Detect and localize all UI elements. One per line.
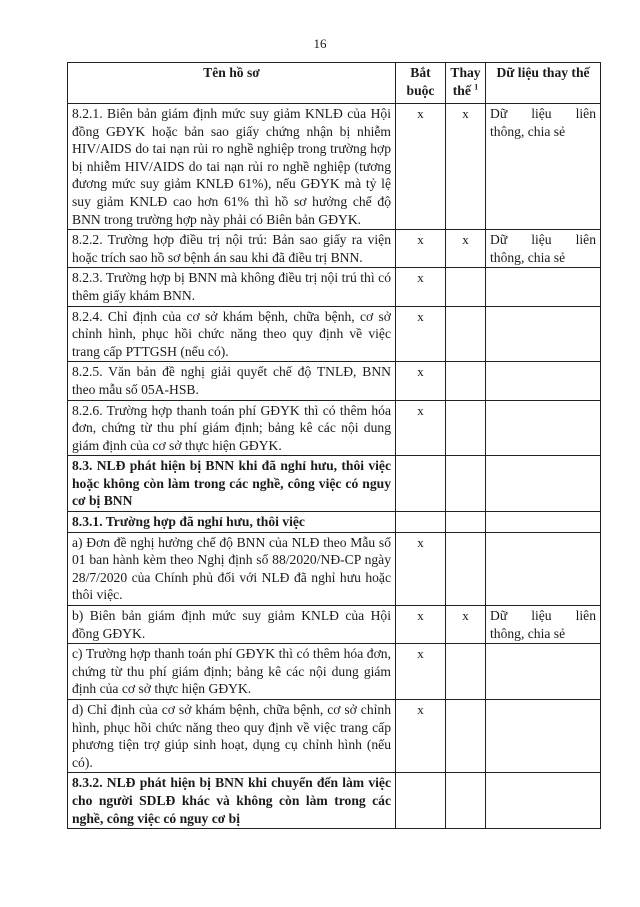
table-row bbox=[68, 306, 601, 362]
row-replace bbox=[446, 362, 486, 400]
row-alt bbox=[486, 606, 601, 644]
row-alt bbox=[486, 700, 601, 773]
row-replace bbox=[446, 268, 486, 306]
row-required: x bbox=[396, 700, 446, 773]
table-row bbox=[68, 644, 601, 700]
row-alt-line1: Dữ liệu liên bbox=[490, 106, 596, 121]
row-required: x bbox=[396, 606, 446, 644]
table-row bbox=[68, 268, 601, 306]
row-required: x bbox=[396, 532, 446, 605]
header-replace-footnote: 1 bbox=[474, 82, 479, 92]
row-text: d) Chỉ định của cơ sở khám bệnh, chữa bệnh, cơ sở chỉnh hình, phục hồi chức năng theo quy định về việc trang cấp phương tiện trợ giúp sinh hoạt, dụng cụ chỉnh hình (nếu có). bbox=[68, 700, 396, 773]
document-table bbox=[67, 62, 601, 829]
table-row bbox=[68, 606, 601, 644]
row-alt-line2: thông, chia sẻ bbox=[490, 249, 566, 265]
row-text: a) Đơn đề nghị hưởng chế độ BNN của NLĐ theo Mẫu số 01 ban hành kèm theo Nghị định số 88/2020/NĐ-CP ngày 28/7/2020 của Chính phủ đối với NLĐ đã nghỉ hưu hoặc thôi việc. bbox=[68, 532, 396, 605]
row-text: b) Biên bản giám định mức suy giảm KNLĐ của Hội đồng GĐYK. bbox=[68, 606, 396, 644]
section-heading-8-3: 8.3. NLĐ phát hiện bị BNN khi đã nghỉ hưu, thôi việc hoặc không còn làm trong các nghề, công việc có nguy cơ bị BNN bbox=[68, 456, 396, 512]
table-header-row bbox=[68, 63, 601, 104]
row-alt bbox=[486, 532, 601, 605]
row-text: 8.2.6. Trường hợp thanh toán phí GĐYK thì có thêm hóa đơn, chứng từ thu phí giám định; bảng kê các nội dung giám định của cơ sở thực hiện GĐYK. bbox=[68, 400, 396, 456]
row-alt-line1: Dữ liệu liên bbox=[490, 232, 596, 248]
row-replace bbox=[446, 644, 486, 700]
row-text: 8.2.4. Chỉ định của cơ sở khám bệnh, chữa bệnh, cơ sở chỉnh hình, phục hồi chức năng theo quy định về việc trang cấp PTTGSH (nếu có). bbox=[68, 306, 396, 362]
row-text: 8.2.3. Trường hợp bị BNN mà không điều trị nội trú thì có thêm giấy khám BNN. bbox=[68, 268, 396, 306]
row-required: x bbox=[396, 362, 446, 400]
row-required: x bbox=[396, 644, 446, 700]
row-required: x bbox=[396, 400, 446, 456]
section-row bbox=[68, 456, 601, 512]
row-alt-line1: Dữ liệu liên bbox=[490, 608, 596, 624]
row-alt bbox=[486, 306, 601, 362]
row-alt bbox=[486, 644, 601, 700]
header-name: Tên hồ sơ bbox=[68, 63, 396, 104]
section-row bbox=[68, 773, 601, 829]
row-alt-line2: thông, chia sẻ bbox=[490, 625, 566, 641]
row-replace: x bbox=[446, 230, 486, 268]
row-replace bbox=[446, 700, 486, 773]
row-replace bbox=[446, 532, 486, 605]
row-text: c) Trường hợp thanh toán phí GĐYK thì có thêm hóa đơn, chứng từ thu phí giám định; bảng kê các nội dung giám định của cơ sở thực hiện GĐYK. bbox=[68, 644, 396, 700]
section-row bbox=[68, 512, 601, 533]
row-alt bbox=[486, 268, 601, 306]
table-row bbox=[68, 230, 601, 268]
row-replace bbox=[446, 306, 486, 362]
row-alt bbox=[486, 400, 601, 456]
header-replace bbox=[446, 63, 486, 104]
table-row bbox=[68, 362, 601, 400]
header-replace-line1: Thay bbox=[450, 65, 481, 80]
row-required: x bbox=[396, 268, 446, 306]
header-alt-data: Dữ liệu thay thế bbox=[486, 63, 601, 104]
header-required bbox=[396, 63, 446, 104]
table-row bbox=[68, 104, 601, 230]
row-alt-line2: thông, chia sẻ bbox=[490, 123, 566, 139]
row-text: 8.2.1. Biên bản giám định mức suy giảm KNLĐ của Hội đồng GĐYK hoặc bản sao giấy chứng nhận bị nhiễm HIV/AIDS do tai nạn rủi ro nghề nghiệp trong trường hợp bị nhiễm HIV/AIDS do tai nạn rủi ro nghề nghiệp (tương đương mức suy giảm KNLĐ 61%), nếu GĐYK mà tỷ lệ suy giảm KNLĐ cao hơn 61% thì hồ sơ hưởng chế độ BNN trong trường hợp này phải có Biên bản GĐYK. bbox=[68, 104, 396, 230]
row-alt bbox=[486, 362, 601, 400]
row-replace: x bbox=[446, 104, 486, 230]
table-row bbox=[68, 700, 601, 773]
table-row bbox=[68, 400, 601, 456]
header-required-line2: buộc bbox=[406, 82, 435, 98]
row-text: 8.2.2. Trường hợp điều trị nội trú: Bản sao giấy ra viện hoặc trích sao hồ sơ bệnh án sau khi đã điều trị BNN. bbox=[68, 230, 396, 268]
row-replace bbox=[446, 400, 486, 456]
row-replace: x bbox=[446, 606, 486, 644]
header-required-line1: Bắt bbox=[410, 65, 431, 80]
row-required: x bbox=[396, 306, 446, 362]
row-alt bbox=[486, 104, 601, 230]
section-heading-8-3-2: 8.3.2. NLĐ phát hiện bị BNN khi chuyển đến làm việc cho người SDLĐ khác và không còn làm trong các nghề, công việc có nguy cơ bị bbox=[68, 773, 396, 829]
row-required: x bbox=[396, 104, 446, 230]
section-heading-8-3-1: 8.3.1. Trường hợp đã nghỉ hưu, thôi việc bbox=[68, 512, 396, 533]
table-row bbox=[68, 532, 601, 605]
row-required: x bbox=[396, 230, 446, 268]
page-number: 16 bbox=[313, 36, 327, 51]
row-alt bbox=[486, 230, 601, 268]
header-replace-line2: thế bbox=[452, 82, 471, 98]
row-text: 8.2.5. Văn bản đề nghị giải quyết chế độ TNLĐ, BNN theo mẫu số 05A-HSB. bbox=[68, 362, 396, 400]
